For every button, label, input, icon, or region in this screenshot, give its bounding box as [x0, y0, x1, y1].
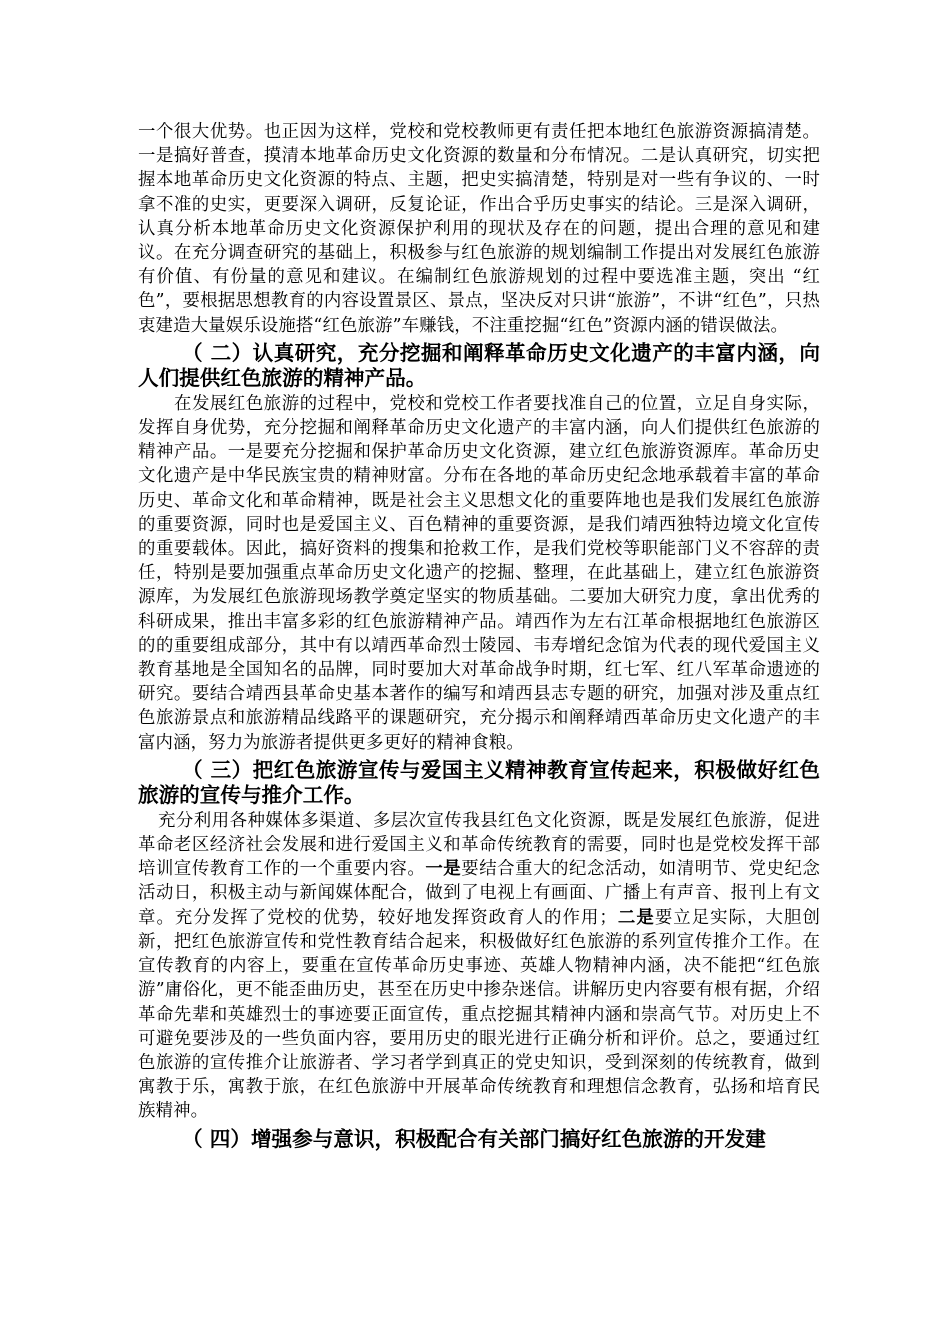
document-page	[138, 120, 820, 1153]
section-heading-4: （ 四）增强参与意识，积极配合有关部门搞好红色旅游的开发建	[182, 1126, 766, 1151]
paragraph-text: 要结合重大的纪念活动，如清明节、党史纪念活动日，积极主动与新闻媒体配合，做到了电视上有画面、广播上有声音、报刊上有文章。充分发挥了党校的优势，较好地发挥资政育人的作用；	[138, 859, 820, 928]
emphasis-text: 二是	[616, 907, 655, 928]
paragraph-text: 充分利用各种媒体多渠道、多层次宣传我县红色文化资源，既是发展红色旅游，促进革命老区经济社会发展和进行爱国主义和革命传统教育的需要，同时也是党校发挥干部培训宣传教育工作的一个重要内容。	[138, 810, 820, 880]
emphasis-text: 一是	[425, 859, 462, 880]
paragraph-text: 要立足实际，大胆创新，把红色旅游宣传和党性教育结合起来，积极做好红色旅游的系列宣传推介工作。在宣传教育的内容上，要重在宣传革命历史事迹、英雄人物精神内涵，决不能把“红色旅游”庸俗化，更不能歪曲历史，甚至在历史中掺杂迷信。讲解历史内容要有根有据，介绍革命先辈和英雄烈士的事迹要正面宣传，重点挖掘其精神内涵和崇高气节。对历史上不可避免要涉及的一些负面内容，要用历史的眼光进行正确分析和评价。总之，要通过红色旅游的宣传推介让旅游者、学习者学到真正的党史知识，受到深刻的传统教育，做到寓教于乐，寓教于旅，在红色旅游中开展革命传统教育和理想信念教育，弘扬和培育民族精神。	[138, 907, 821, 1122]
paragraph-section-3	[138, 809, 820, 1124]
paragraph-section-2: 在发展红色旅游的过程中，党校和党校工作者要找准自己的位置，立足自身实际，发挥自身优势，充分挖掘和阐释革命历史文化遗产的丰富内涵，向人们提供红色旅游的精神产品。一是要充分挖掘和保护革命历史文化资源，建立红色旅游资源库。革命历史文化遗产是中华民族宝贵的精神财富。分布在各地的革命历史纪念地承载着丰富的革命历史、革命文化和革命精神，既是社会主义思想文化的重要阵地也是我们发展红色旅游的重要资源，同时也是爱国主义、百色精神的重要资源，是我们靖西独特边境文化宣传的重要载体。因此，搞好资料的搜集和抢救工作，是我们党校等职能部门义不容辞的责任，特别是要加强重点革命历史文化遗产的挖掘、整理，在此基础上，建立红色旅游资源库，为发展红色旅游现场教学奠定坚实的物质基础。二要加大研究力度，拿出优秀的科研成果，推出丰富多彩的红色旅游精神产品。靖西作为左右江革命根据地红色旅游区的的重要组成部分，其中有以靖西革命烈士陵园、韦寿增纪念馆为代表的现代爱国主义教育基地是全国知名的品牌，同时要加大对革命战争时期，红七军、红八军革命遗迹的研究。要结合靖西县革命史基本著作的编写和靖西县志专题的研究，加强对涉及重点红色旅游景点和旅游精品线路平的课题研究，充分揭示和阐释靖西革命历史文化遗产的丰富内涵，努力为旅游者提供更多更好的精神食粮。	[138, 393, 820, 753]
paragraph-continued: 一个很大优势。也正因为这样，党校和党校教师更有责任把本地红色旅游资源搞清楚。一是搞好普查，摸清本地革命历史文化资源的数量和分布情况。二是认真研究，切实把握本地革命历史文化资源的特点、主题，把史实搞清楚，特别是对一些有争议的、一时拿不准的史实，更要深入调研，反复论证，作出合乎历史事实的结论。三是深入调研，认真分析本地革命历史文化资源保护利用的现状及存在的问题，提出合理的意见和建议。在充分调查研究的基础上，积极参与红色旅游的规划编制工作提出对发展红色旅游有价值、有份量的意见和建议。在编制红色旅游规划的过程中要选准主题，突出 “红色”，要根据思想教育的内容设置景区、景点，坚决反对只讲“旅游”，不讲“红色”，只热衷建造大量娱乐设施搭“红色旅游”车赚钱，不注重挖掘“红色”资源内涵的错误做法。	[138, 122, 820, 336]
section-heading-3: （ 三）把红色旅游宣传与爱国主义精神教育宣传起来，积极做好红色旅游的宣传与推介工作。	[138, 757, 820, 807]
section-heading-2: （ 二）认真研究，充分挖掘和阐释革命历史文化遗产的丰富内涵，向人们提供红色旅游的精神产品。	[138, 340, 820, 390]
